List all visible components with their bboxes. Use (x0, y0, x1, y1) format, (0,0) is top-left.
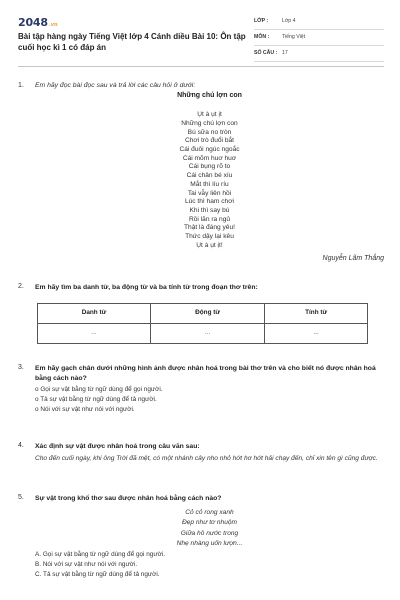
poem-line: Chơi trò đuổi bắt (184, 137, 235, 145)
question-instruction: Em hãy đọc bài đọc sau và trả lời các câu hỏi ở dưới: (35, 82, 196, 89)
option-a[interactable]: A. Gọi sự vật bằng từ ngữ dùng để gọi người. (35, 550, 166, 558)
header (18, 14, 384, 62)
answer-cell[interactable]: ... (150, 323, 264, 343)
meta-label: SỐ CÂU : (254, 50, 278, 57)
option-list (35, 385, 384, 415)
answer-cell[interactable]: ... (265, 323, 368, 343)
question-number: 3. (18, 364, 24, 371)
column-header: Danh từ (38, 303, 151, 323)
poem-line: Mắt thì líu ríu (190, 180, 229, 188)
option-b[interactable]: B. Nói với sự vật như nói với người. (35, 560, 138, 568)
column-header: Động từ (150, 303, 264, 323)
poem-line: Cái mõm huơ huơ (182, 154, 237, 162)
option-c[interactable]: C. Tả sự vật bằng từ ngữ dùng để tả người. (35, 570, 160, 578)
question-text: Xác định sự vật được nhân hoá trong câu văn sau: (35, 443, 200, 450)
site-logo[interactable] (18, 16, 58, 30)
example-sentence: Cho đến cuối ngày, khi ông Trời đã mệt, có một nhánh cây nho nhỏ hớt hơ hớt hải chạy đến, chỉ xin tên gì cũng được. (35, 454, 378, 462)
option-item[interactable]: o Gọi sự vật bằng từ ngữ dùng để gọi người. (35, 386, 163, 394)
meta-panel (254, 14, 384, 62)
question-body (35, 494, 384, 580)
logo-sub: .vn (48, 22, 58, 28)
logo-main: 2048 (18, 16, 48, 29)
poem-line: Thật là đáng yêu! (184, 224, 235, 232)
question-number: 1. (18, 82, 24, 89)
meta-label: LỚP : (254, 18, 269, 25)
question-text: Em hãy tìm ba danh từ, ba động từ và ba tính từ trong đoạn thơ trên: (35, 284, 258, 291)
question-number: 4. (18, 442, 24, 449)
meta-row-count (254, 46, 384, 62)
meta-label: MÔN : (254, 34, 270, 41)
meta-row-subject (254, 30, 384, 46)
meta-value: 17 (282, 50, 288, 57)
poem (35, 111, 384, 250)
poem-line: Ụt à ụt ịt! (196, 241, 223, 249)
header-divider (18, 66, 384, 67)
question-body (35, 364, 384, 415)
verse-line: Đẹp như tơ nhuộm (181, 519, 238, 527)
question-body (35, 442, 384, 463)
option-item[interactable]: o Tả sự vật bằng từ ngữ dùng để tả người. (35, 396, 157, 404)
word-table (37, 303, 368, 344)
verse-line: Giữa hồ nước trong (180, 529, 239, 537)
option-list (35, 550, 384, 580)
poem-author: Nguyễn Lãm Thắng (322, 255, 384, 263)
question-number: 2. (18, 283, 24, 290)
answer-cell[interactable]: ... (38, 323, 151, 343)
poem-line: Tai vẫy liên hồi (187, 189, 232, 197)
poem-line: Cái đuôi ngúc ngoắc (179, 146, 240, 154)
poem-title: Những chú lợn con (177, 92, 242, 100)
verse-line: Nhẹ nhàng uốn lượn... (176, 540, 243, 548)
option-item[interactable]: o Nói với sự vật như nói với người. (35, 406, 135, 414)
poem-line: Ụt à ụt ịt (197, 111, 222, 119)
poem-line: Thức dậy lại kêu (185, 233, 234, 241)
table-row (38, 323, 368, 343)
meta-value: Tiếng Việt (282, 34, 306, 41)
poem-line: Cái bụng rõ to (188, 163, 231, 171)
poem-line: Khi thì say bú (189, 206, 230, 214)
question-body (35, 283, 384, 344)
verse-line: Cỏ cỏ rong xanh (185, 508, 234, 516)
poem-line: Rồi lăn ra ngủ (188, 215, 231, 223)
poem-line: Những chú lợn con (181, 119, 238, 127)
meta-row-grade (254, 14, 384, 30)
poem-line: Lúc thì ham chơi (184, 198, 235, 206)
verse (35, 508, 384, 550)
column-header: Tính từ (265, 303, 368, 323)
poem-line: Cái chân bé xíu (186, 172, 233, 180)
question-number: 5. (18, 494, 24, 501)
table-header-row (38, 303, 368, 323)
question-body (35, 82, 384, 264)
page-title: Bài tập hàng ngày Tiếng Việt lớp 4 Cánh diều Bài 10: Ôn tập cuối học kì 1 có đáp án (18, 32, 246, 52)
meta-value: Lớp 4 (282, 18, 296, 25)
poem-line: Bú sữa no tròn (187, 128, 232, 136)
question-text: Em hãy gạch chân dưới những hình ảnh được nhân hoá trong bài thơ trên và cho biết nó được nhân hoá bằng cách nào? (35, 365, 376, 382)
question-text: Sự vật trong khổ thơ sau được nhân hoá bằng cách nào? (35, 495, 222, 502)
